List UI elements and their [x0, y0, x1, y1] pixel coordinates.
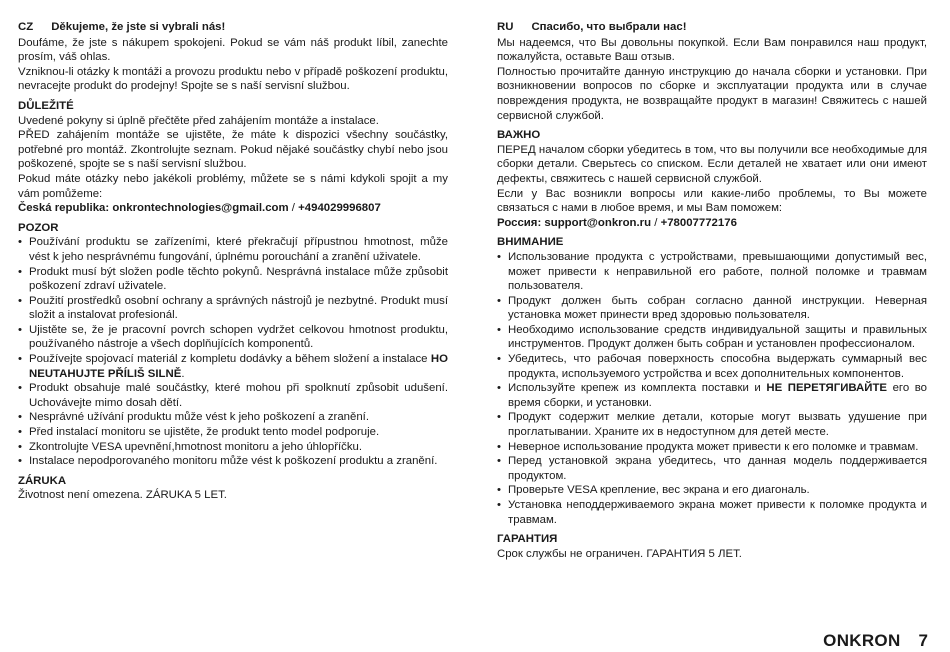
list-item: • Nesprávné užívání produktu může vést k jeho poškození a zranění. [18, 410, 448, 425]
cz-title: Děkujeme, že jste si vybrali nás! [51, 21, 226, 33]
ru-warranty-title: ГАРАНТИЯ [497, 533, 558, 546]
list-item: • Перед установкой экрана убедитесь, что данная модель поддерживается продуктом. [497, 454, 927, 483]
cz-important-3: Pokud máte otázky nebo jakékoli problémy, můžete se s námi kdykoli spojit a my vám pomůžeme: [18, 172, 448, 200]
cz-b5-end: . [181, 367, 185, 380]
cz-b5-text: Používejte spojovací materiál z kompletu dodávky a během složení a instalace [29, 353, 431, 366]
ru-caution-title: ВНИМАНИЕ [497, 236, 564, 249]
cz-caution-list [18, 235, 448, 469]
ru-caution-list [497, 250, 927, 527]
cz-header [18, 20, 448, 35]
cz-important-1: Uvedené pokyny si úplně přečtěte před zahájením montáže a instalace. [18, 114, 379, 127]
cz-contact-phone: +494029996807 [298, 202, 381, 215]
cz-warranty-text: Životnost není omezena. ZÁRUKA 5 LET. [18, 489, 227, 502]
ru-warranty-text: Срок службы не ограничен. ГАРАНТИЯ 5 ЛЕТ. [497, 547, 742, 560]
list-item: • Необходимо использование средств индивидуальной защиты и правильных инструментов. Продукт должен быть собран и установлен профессионалом. [497, 323, 927, 352]
ru-intro-1: Мы надеемся, что Вы довольны покупкой. Если Вам понравился наш продукт, пожалуйста, оставьте Ваш отзыв. [497, 36, 927, 64]
ru-intro-2: Полностью прочитайте данную инструкцию до начала сборки и установки. При возникновении вопросов по сборке и эксплуатации продукта или в случае повреждения продукта, не возвращайте продукт в магазин! Свяжитесь с нашей сервисной службой. [497, 65, 927, 122]
czech-column [18, 20, 448, 503]
cz-intro-2: Vzniknou-li otázky k montáži a provozu produktu nebo v případě poškození produktu, nevracejte produkt do prodejny! Spojte se s naší servisní službou. [18, 65, 448, 93]
ru-b5-text: Используйте крепеж из комплекта поставки и [508, 382, 767, 395]
list-item: • Před instalací monitoru se ujistěte, že produkt tento model podporuje. [18, 425, 448, 440]
cz-important-title: DŮLEŽITÉ [18, 99, 74, 112]
ru-b5-emphasis: НЕ ПЕРЕТЯГИВАЙТЕ [766, 382, 888, 395]
list-item [18, 352, 448, 381]
ru-important-2: Если у Вас возникли вопросы или какие-либо проблемы, то Вы можете связаться с нами в любое время, и мы Вам поможем: [497, 187, 927, 215]
list-item: • Produkt obsahuje malé součástky, které mohou při spolknutí způsobit udušení. Uchovávejte mimo dosah dětí. [18, 381, 448, 410]
cz-contact-separator: / [288, 202, 299, 215]
cz-lang-code: CZ [18, 21, 34, 33]
cz-important-2: PŘED zahájením montáže se ujistěte, že máte k dispozici všechny součástky, potřebné pro montáž. Zkontrolujte seznam. Pokud nějaké součástky chybí nebo jsou poškozené, spojte se s naší servisní službou. [18, 129, 448, 171]
ru-b5-end: его во время сборки, и установки. [508, 382, 928, 409]
list-item: • Продукт содержит мелкие детали, которые могут вызвать удушение при проглатывании. Храните их в недоступном для детей месте. [497, 410, 927, 439]
list-item: • Ujistěte se, že je pracovní povrch schopen vydržet celkovou hmotnost produktu, používaného nástroje a všech doplňujících komponentů. [18, 323, 448, 352]
page-number: 7 [918, 631, 928, 651]
page-footer [823, 631, 928, 651]
list-item: • Установка неподдерживаемого экрана может привести к поломке продукта и травмам. [497, 498, 927, 527]
russian-column [497, 20, 927, 561]
list-item: • Použití prostředků osobní ochrany a správných nástrojů je nezbytné. Produkt musí složit a instalovat profesionál. [18, 294, 448, 323]
list-item: • Zkontrolujte VESA upevnění,hmotnost monitoru a jeho úhlopříčku. [18, 440, 448, 455]
list-item: • Používání produktu se zařízeními, které překračují přípustnou hmotnost, může vést k jeho nesprávnému fungování, úplnému porouchání a zranění uživatele. [18, 235, 448, 264]
ru-contact-phone: +78007772176 [660, 216, 737, 229]
list-item: • Produkt musí být složen podle těchto pokynů. Nesprávná instalace může způsobit poškození zdraví uživatele. [18, 265, 448, 294]
list-item: • Убедитесь, что рабочая поверхность способна выдержать суммарный вес продукта, используемого устройства и всех дополнительных компонентов. [497, 352, 927, 381]
ru-contact-separator: / [651, 216, 661, 229]
ru-contact-email: Россия: support@onkron.ru [497, 216, 652, 229]
cz-caution-title: POZOR [18, 221, 59, 234]
brand-logo: ONKRON [823, 631, 901, 651]
ru-important-title: ВАЖНО [497, 129, 541, 142]
cz-b5-emphasis: HO NEUTAHUJTE PŘÍLIŠ SILNĚ [29, 353, 448, 380]
ru-title: Спасибо, что выбрали нас! [531, 21, 687, 33]
cz-contact [18, 201, 448, 216]
cz-contact-email: Česká republika: onkrontechnologies@gmail.com [18, 202, 289, 215]
cz-warranty-title: ZÁRUKA [18, 474, 67, 487]
ru-lang-code: RU [497, 21, 514, 33]
list-item: • Неверное использование продукта может привести к его поломке и травмам. [497, 440, 927, 455]
ru-header [497, 20, 927, 35]
ru-contact [497, 216, 927, 231]
cz-intro-1: Doufáme, že jste s nákupem spokojeni. Pokud se vám náš produkt líbil, zanechte prosím, váš ohlas. [18, 36, 448, 64]
list-item: • Проверьте VESA крепление, вес экрана и его диагональ. [497, 483, 927, 498]
list-item [497, 381, 927, 410]
list-item: • Использование продукта с устройствами, превышающими допустимый вес, может привести к неправильной его работе, полной поломке и травмам пользователя. [497, 250, 927, 294]
list-item: • Продукт должен быть собран согласно данной инструкции. Неверная установка может принести вред здоровью пользователя. [497, 294, 927, 323]
ru-important-1: ПЕРЕД началом сборки убедитесь в том, что вы получили все необходимые для сборки детали. Сверьтесь со списком. Если деталей не хватает или они имеют дефекты, свяжитесь с нашей сервисной службой. [497, 143, 927, 185]
list-item: • Instalace nepodporovaného monitoru může vést k poškození produktu a zranění. [18, 454, 448, 469]
